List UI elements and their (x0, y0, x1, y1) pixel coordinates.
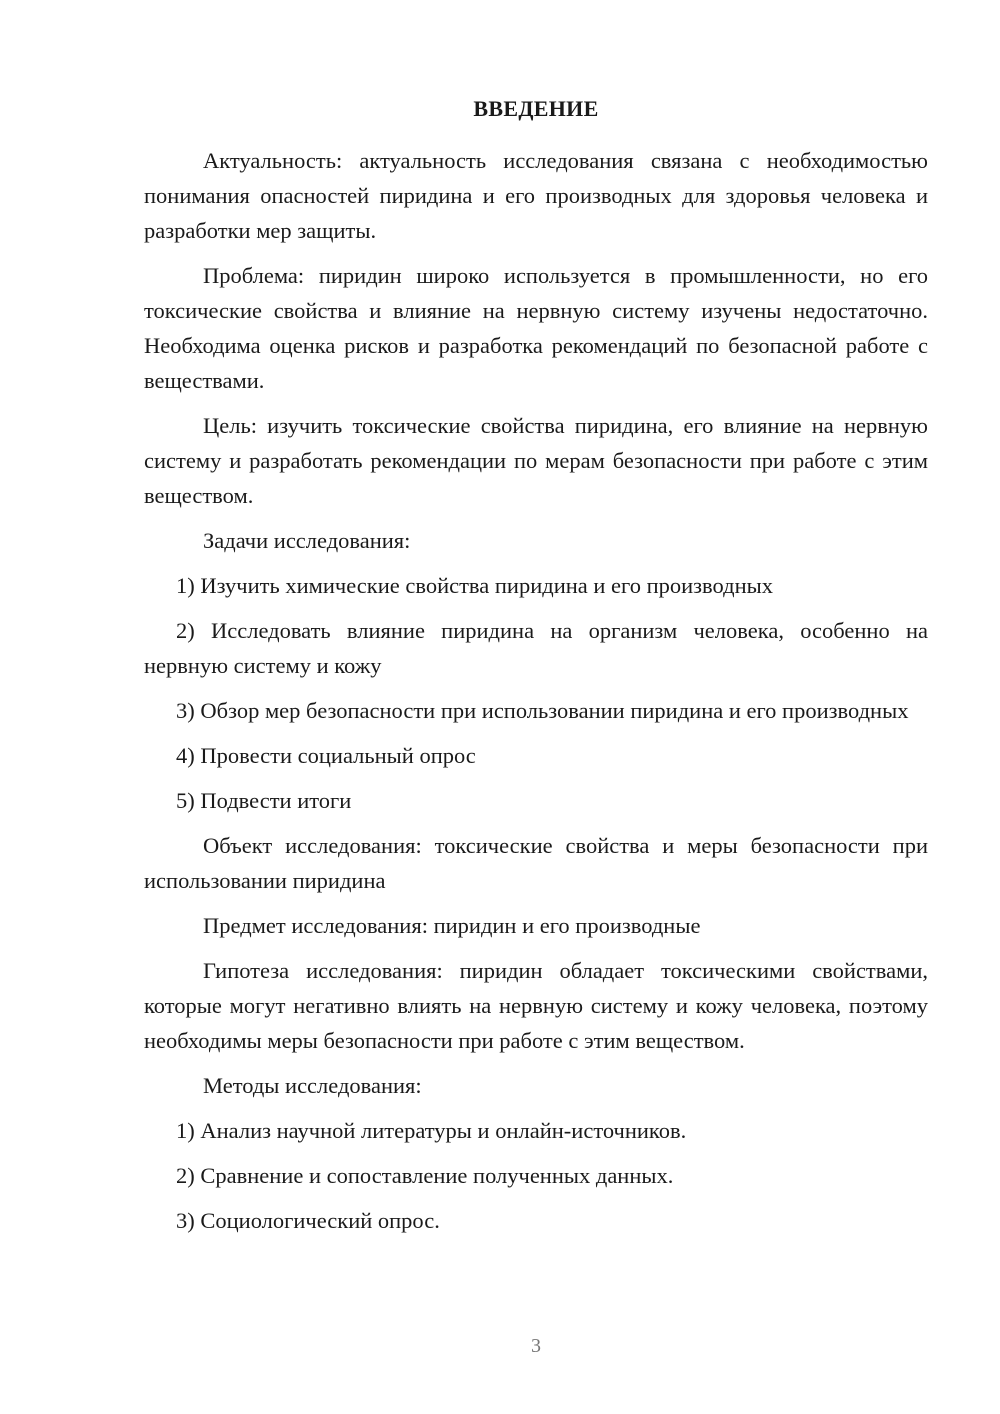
method-item-2: 2) Сравнение и сопоставление полученных данных. (176, 1163, 674, 1188)
paragraph-tasks-heading: Задачи исследования: (203, 528, 411, 553)
task-item-3: 3) Обзор мер безопасности при использовании пиридина и его производных (176, 698, 909, 723)
paragraph-relevance: Актуальность: актуальность исследования связана с необходимостью понимания опасностей пиридина и его производных для здоровья человека и разработки мер защиты. (144, 148, 928, 243)
task-item-1: 1) Изучить химические свойства пиридина и его производных (176, 573, 773, 598)
task-item-5: 5) Подвести итоги (176, 788, 352, 813)
task-item-4: 4) Провести социальный опрос (176, 743, 476, 768)
paragraph-hypothesis: Гипотеза исследования: пиридин обладает токсическими свойствами, которые могут негативно влиять на нервную систему и кожу человека, поэтому необходимы меры безопасности при работе с этим веществом. (144, 958, 928, 1053)
page-number: 3 (531, 1335, 541, 1357)
task-item-2: 2) Исследовать влияние пиридина на организм человека, особенно на нервную систему и кожу (144, 618, 928, 678)
paragraph-methods-heading: Методы исследования: (203, 1073, 422, 1098)
paragraph-goal: Цель: изучить токсические свойства пиридина, его влияние на нервную систему и разработать рекомендации по мерам безопасности при работе с этим веществом. (144, 413, 928, 508)
paragraph-object: Объект исследования: токсические свойства и меры безопасности при использовании пиридина (144, 833, 928, 893)
paragraph-problem: Проблема: пиридин широко используется в промышленности, но его токсические свойства и влияние на нервную систему изучены недостаточно. Необходима оценка рисков и разработка рекомендаций по безопасной работе с веществами. (144, 263, 928, 393)
method-item-1: 1) Анализ научной литературы и онлайн-источников. (176, 1118, 687, 1143)
document-title: ВВЕДЕНИЕ (473, 96, 599, 121)
method-item-3: 3) Социологический опрос. (176, 1208, 440, 1233)
document-body (144, 143, 928, 1248)
paragraph-subject: Предмет исследования: пиридин и его производные (203, 913, 701, 938)
